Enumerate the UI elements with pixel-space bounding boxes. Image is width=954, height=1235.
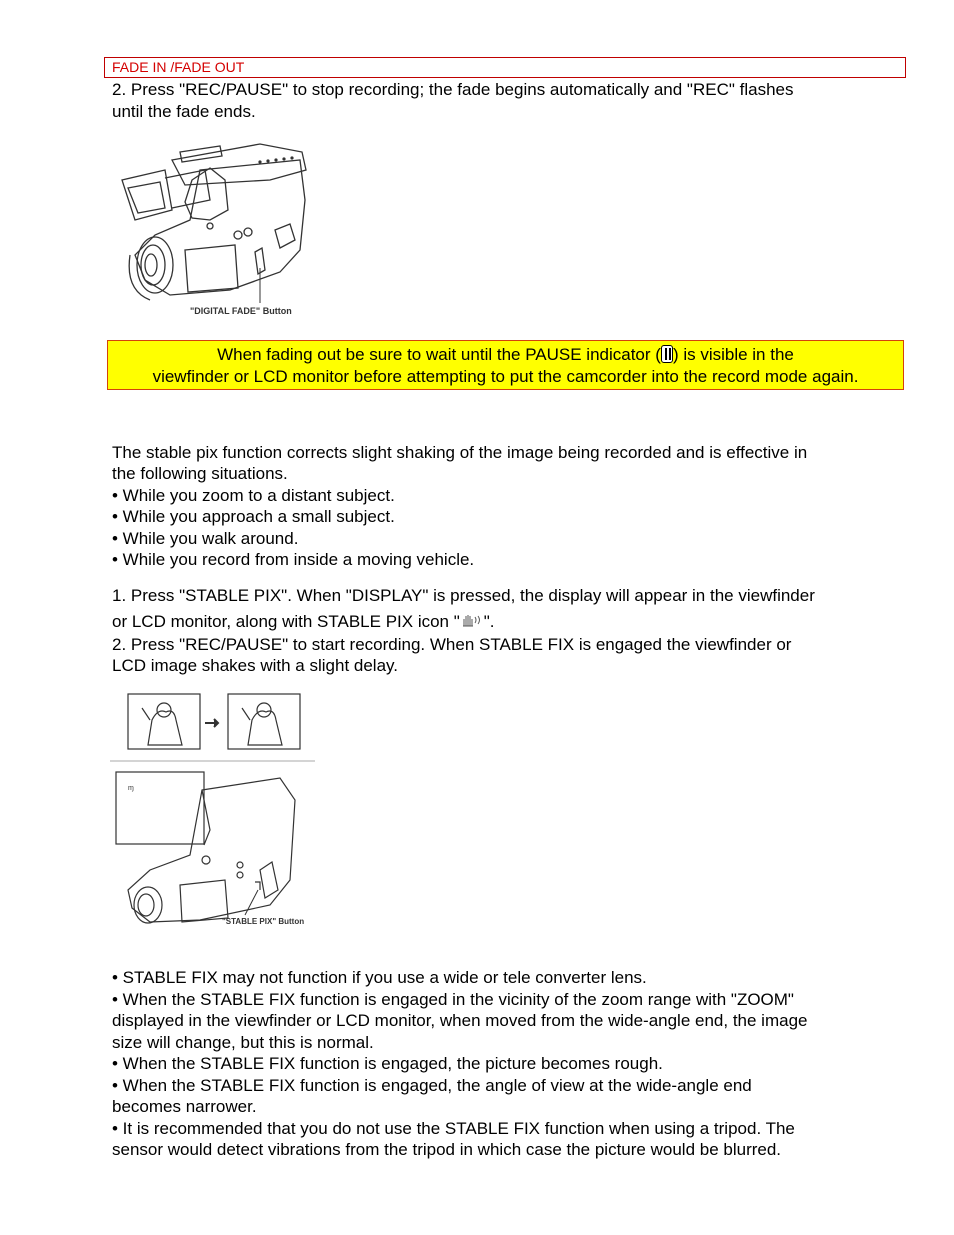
svg-text:ɱ: ɱ — [128, 785, 134, 792]
stable-intro-line2: the following situations. — [112, 464, 288, 483]
situation-item: • While you zoom to a distant subject. — [112, 486, 395, 505]
situation-item: • While you record from inside a moving vehicle. — [112, 550, 475, 569]
digital-fade-caption: "DIGITAL FADE" Button — [190, 306, 292, 316]
camcorder-stable-pix-illustration — [110, 690, 320, 930]
note-line: • STABLE FIX may not function if you use a wide or tele converter lens. — [112, 968, 647, 987]
stable-step1-line2-before: or LCD monitor, along with STABLE PIX icon " — [112, 612, 460, 631]
stable-step1-line1: 1. Press "STABLE PIX". When "DISPLAY" is pressed, the display will appear in the viewfinder — [112, 586, 815, 605]
warning-box — [107, 340, 904, 390]
situation-item: • While you walk around. — [112, 529, 299, 548]
warning-line1-after: ) is visible in the — [672, 345, 794, 364]
note-line: • When the STABLE FIX function is engaged in the vicinity of the zoom range with "ZOOM" — [112, 990, 794, 1009]
fade-step2-line2: until the fade ends. — [112, 102, 256, 121]
pause-icon — [661, 345, 673, 363]
situation-item: • While you approach a small subject. — [112, 507, 395, 526]
warning-line2: viewfinder or LCD monitor before attempting to put the camcorder into the record mode again. — [152, 367, 859, 386]
stable-step1-line2 — [112, 611, 495, 633]
warning-line1-before: When fading out be sure to wait until the PAUSE indicator ( — [217, 345, 661, 364]
fade-step2-line1: 2. Press "REC/PAUSE" to stop recording; the fade begins automatically and "REC" flashes — [112, 80, 794, 99]
stable-intro-line1: The stable pix function corrects slight shaking of the image being recorded and is effective in — [112, 443, 808, 462]
stable-pix-hand-icon — [460, 613, 484, 627]
stable-step2-line1: 2. Press "REC/PAUSE" to start recording. When STABLE FIX is engaged the viewfinder or — [112, 635, 792, 654]
note-line: • When the STABLE FIX function is engaged, the picture becomes rough. — [112, 1054, 663, 1073]
camcorder-digital-fade-illustration — [110, 140, 330, 320]
stable-step1-line2-after: ". — [483, 612, 495, 631]
stable-pix-caption: "STABLE PIX" Button — [222, 917, 305, 926]
note-line: sensor would detect vibrations from the tripod in which case the picture would be blurred. — [112, 1140, 782, 1159]
note-line: • When the STABLE FIX function is engaged, the angle of view at the wide-angle end — [112, 1076, 752, 1095]
note-line: • It is recommended that you do not use the STABLE FIX function when using a tripod. The — [112, 1119, 795, 1138]
section-header — [104, 57, 906, 78]
section-title: FADE IN /FADE OUT — [112, 59, 245, 75]
stable-step2-line2: LCD image shakes with a slight delay. — [112, 656, 398, 675]
note-line: becomes narrower. — [112, 1097, 257, 1116]
note-line: displayed in the viewfinder or LCD monitor, when moved from the wide-angle end, the image — [112, 1011, 808, 1030]
note-line: size will change, but this is normal. — [112, 1033, 374, 1052]
